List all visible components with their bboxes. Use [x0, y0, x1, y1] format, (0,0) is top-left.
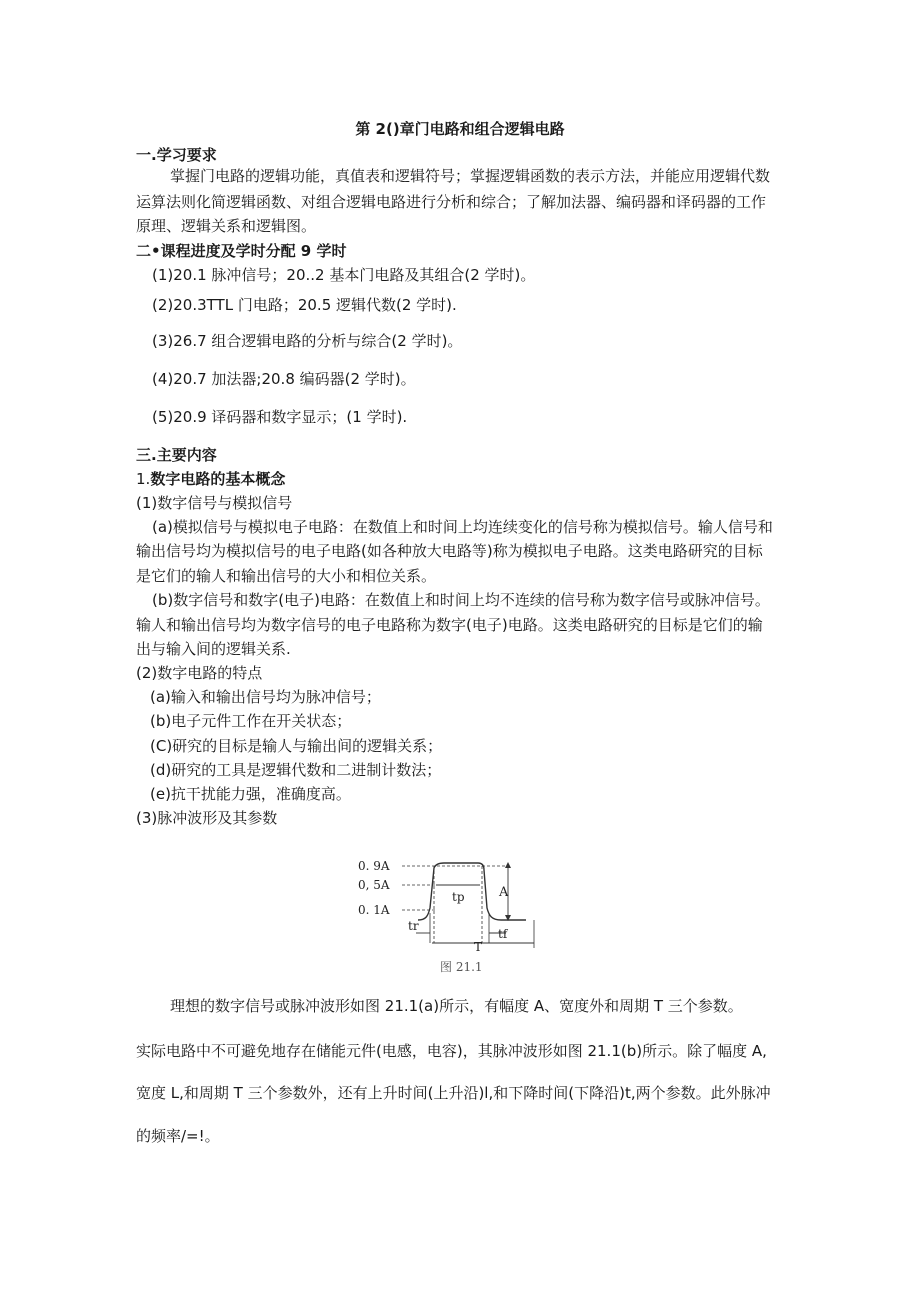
closing-line: 的频率/=!。 [136, 1127, 220, 1145]
section1-line: 运算法则化简逻辑函数、对组合逻辑电路进行分析和综合；了解加法器、编码器和译码器的工作 [136, 193, 767, 211]
label-tp: tp [452, 890, 465, 904]
label-0.9A: 0. 9A [358, 859, 390, 873]
paragraph-line: 是它们的输人和输出信号的大小和相位关系。 [136, 567, 437, 585]
section2-heading: 二•课程进度及学时分配 9 学时 [136, 242, 347, 260]
feature-item: (a)输入和输出信号均为脉冲信号； [150, 688, 381, 706]
subsection-number: 1. [136, 470, 151, 488]
label-0.5A: 0, 5A [358, 878, 390, 892]
label-tf: tf [498, 927, 508, 941]
schedule-item: (2)20.3TTL 门电路；20.5 逻辑代数(2 学时). [152, 296, 457, 314]
figure-caption: 图 21.1 [440, 960, 483, 974]
topic-heading: (1)数字信号与模拟信号 [136, 494, 293, 512]
closing-line: 宽度 L,和周期 T 三个参数外，还有上升时间(上升沿)l,和下降时间(下降沿)t,两个参数。此外脉冲 [136, 1084, 771, 1102]
closing-line: 理想的数字信号或脉冲波形如图 21.1(a)所示，有幅度 A、宽度外和周期 T 三个参数。 [170, 997, 743, 1015]
section1-line: 掌握门电路的逻辑功能，真值表和逻辑符号；掌握逻辑函数的表示方法，并能应用逻辑代数 [170, 167, 771, 185]
schedule-item: (5)20.9 译码器和数字显示；(1 学时). [152, 408, 408, 426]
label-period: T [474, 940, 483, 953]
closing-line: 实际电路中不可避免地存在储能元件(电感，电容)，其脉冲波形如图 21.1(b)所示。除了幅度 A, [136, 1042, 767, 1060]
section1-heading: 一.学习要求 [136, 146, 217, 164]
subsection-title: 数字电路的基本概念 [150, 470, 286, 488]
section3-heading: 三.主要内容 [136, 446, 217, 464]
page-title: 第 2()章门电路和组合逻辑电路 [355, 120, 565, 138]
paragraph-line: (a)模拟信号与模拟电子电路：在数值上和时间上均连续变化的信号称为模拟信号。输人信号和 [152, 518, 773, 536]
section1-line: 原理、逻辑关系和逻辑图。 [136, 217, 317, 235]
subsection-heading [136, 466, 285, 492]
label-amplitude: A [499, 885, 509, 900]
schedule-item: (1)20.1 脉冲信号；20..2 基本门电路及其组合(2 学时)。 [152, 266, 536, 284]
pulse-waveform-figure [356, 858, 536, 953]
label-tr: tr [408, 919, 419, 933]
feature-item: (C)研究的目标是输人与输出间的逻辑关系； [150, 737, 443, 755]
arrow-head [505, 862, 511, 868]
paragraph-line: 出与输入间的逻辑关系. [136, 640, 291, 658]
paragraph-line: 输人和输出信号均为数字信号的电子电路称为数字(电子)电路。这类电路研究的目标是它们的输 [136, 616, 763, 634]
paragraph-line: (b)数字信号和数字(电子)电路：在数值上和时间上均不连续的信号称为数字信号或脉冲信号。 [152, 591, 770, 609]
feature-item: (e)抗干扰能力强，准确度高。 [150, 785, 351, 803]
feature-item: (b)电子元件工作在开关状态； [150, 712, 352, 730]
topic-heading: (2)数字电路的特点 [136, 664, 263, 682]
schedule-item: (4)20.7 加法器;20.8 编码器(2 学时)。 [152, 370, 416, 388]
feature-item: (d)研究的工具是逻辑代数和二进制计数法； [150, 761, 442, 779]
label-0.1A: 0. 1A [358, 903, 390, 917]
schedule-item: (3)26.7 组合逻辑电路的分析与综合(2 学时)。 [152, 332, 463, 350]
paragraph-line: 输出信号均为模拟信号的电子电路(如各种放大电路等)称为模拟电子电路。这类电路研究的目标 [136, 542, 763, 560]
topic-heading: (3)脉冲波形及其参数 [136, 809, 278, 827]
